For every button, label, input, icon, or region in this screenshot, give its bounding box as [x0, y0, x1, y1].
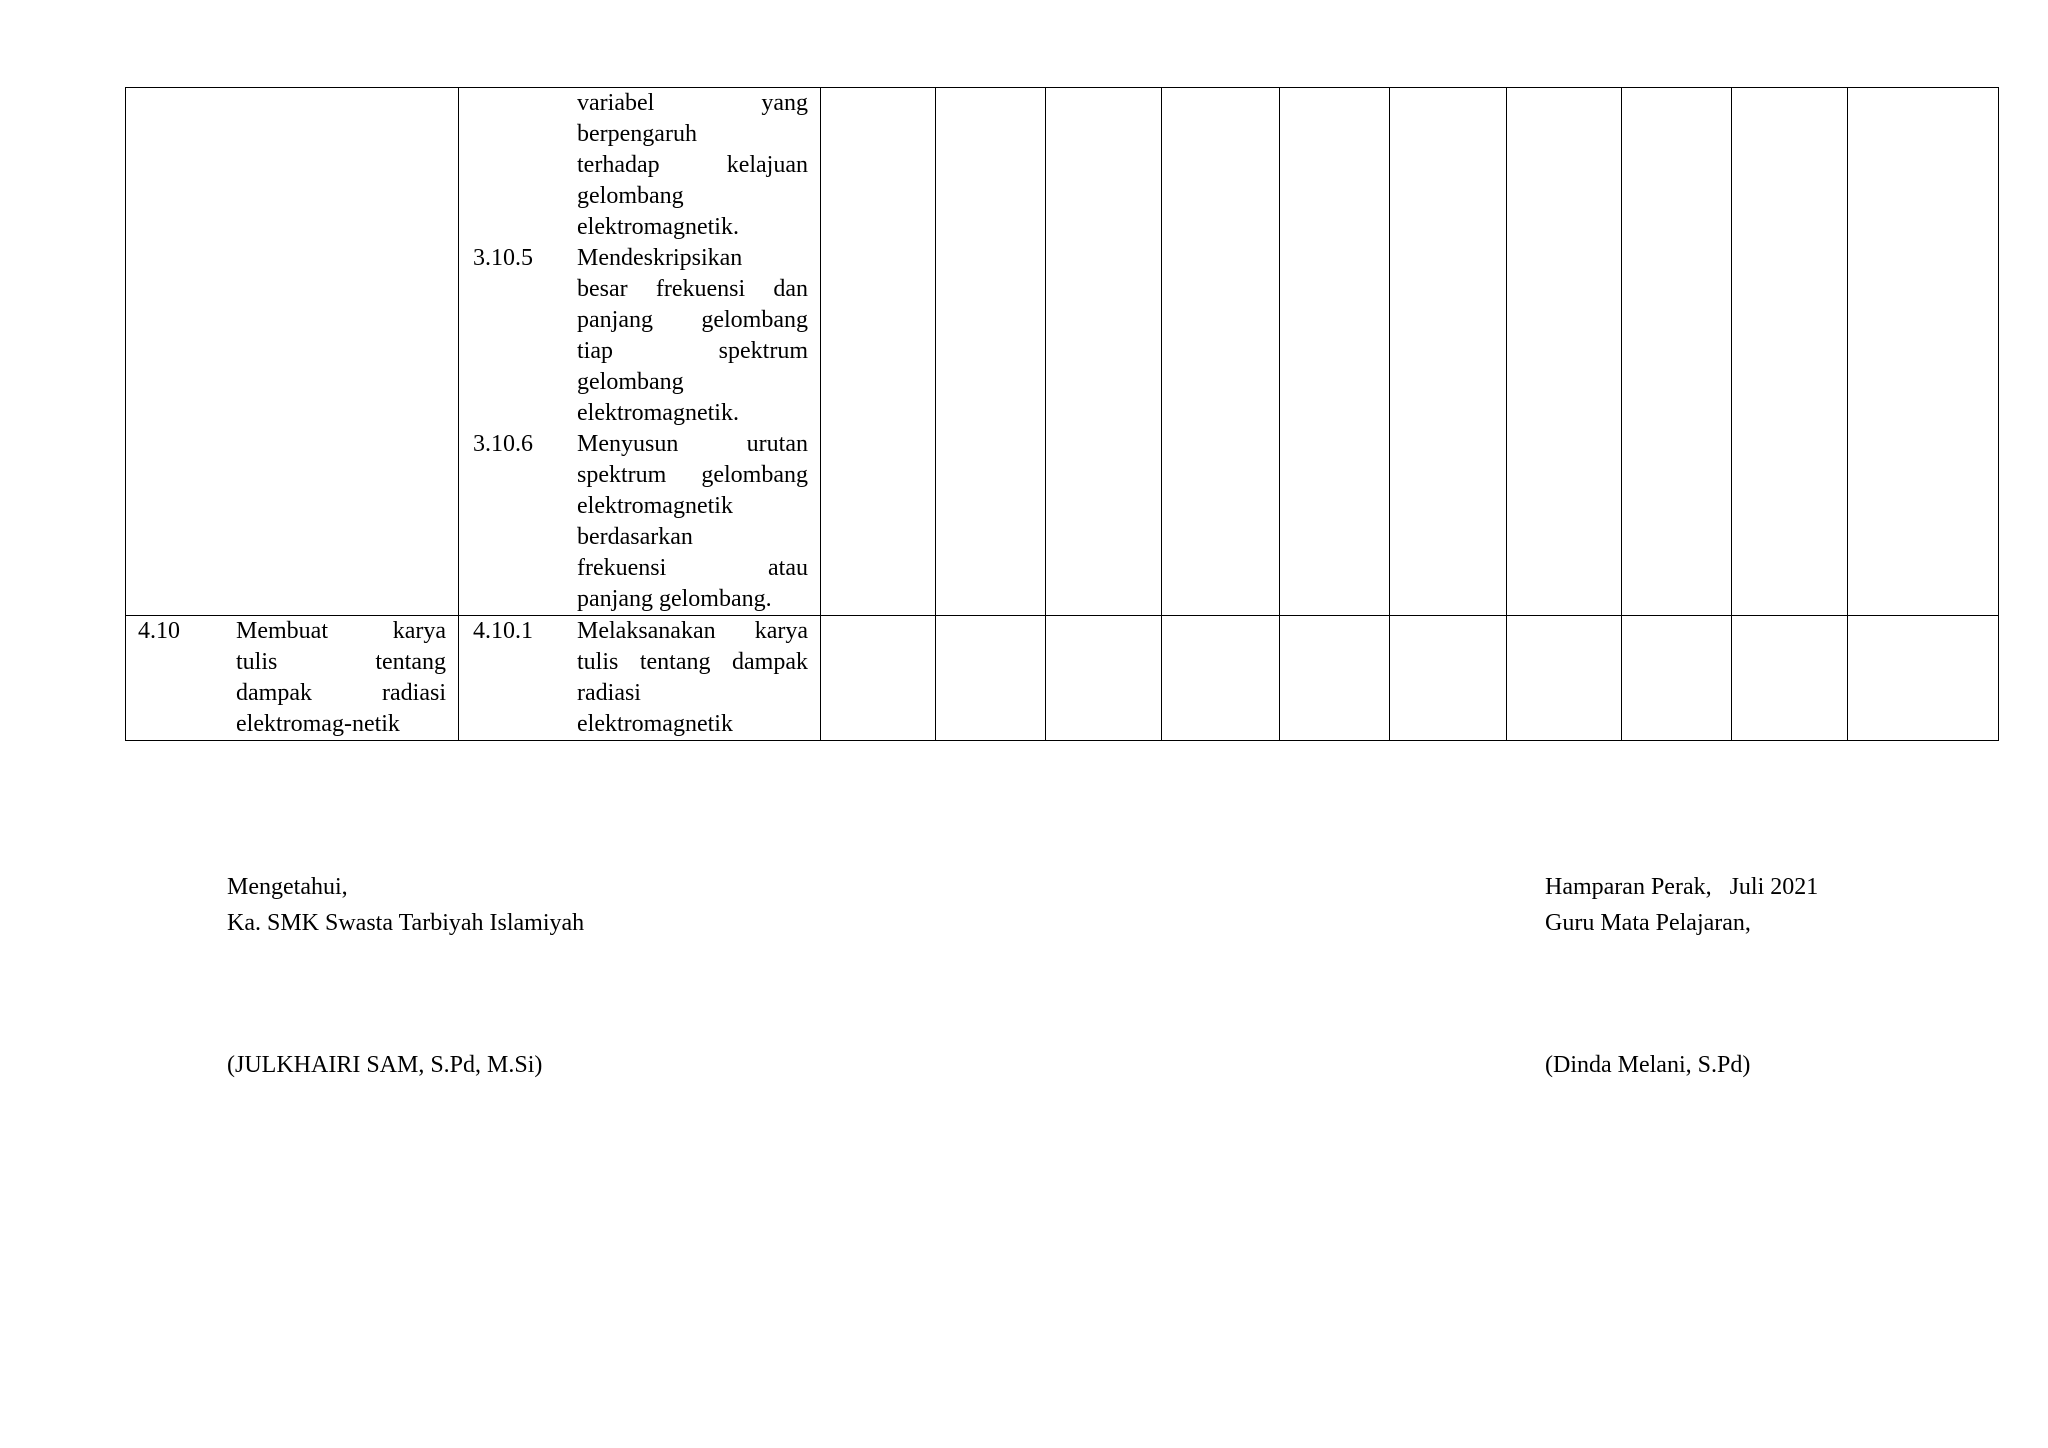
indicator-line: gelombang — [577, 183, 684, 209]
score-cell — [936, 616, 1046, 741]
indicator-line: Mendeskripsikan — [577, 245, 743, 271]
indicator-entry — [473, 88, 808, 243]
indicator-line: panjang gelombang — [577, 307, 808, 333]
indicator-line: elektromagnetik — [577, 493, 733, 519]
kd-line: dampak radiasi — [236, 680, 446, 706]
teacher-name: (Dinda Melani, S.Pd) — [1545, 1052, 1751, 1078]
score-cell — [1390, 616, 1507, 741]
score-cell — [1507, 616, 1622, 741]
table-row — [126, 616, 1999, 741]
kd-line: elektromag-netik — [236, 711, 400, 737]
score-cell — [1848, 88, 1999, 616]
score-cell — [1622, 616, 1732, 741]
indicator-entry — [473, 243, 808, 429]
indicator-line: berpengaruh — [577, 121, 697, 147]
kd-number: 4.10 — [138, 618, 180, 644]
indicator-line: gelombang — [577, 369, 684, 395]
principal-title: Ka. SMK Swasta Tarbiyah Islamiyah — [227, 910, 585, 936]
indicator-line: Menyusun urutan — [577, 431, 808, 457]
score-cell — [1848, 616, 1999, 741]
indicator-line: elektromagnetik. — [577, 400, 739, 426]
indicator-line: elektromagnetik — [577, 711, 733, 737]
indicator-line: spektrum gelombang — [577, 462, 808, 488]
indicator-line: variabel yang — [577, 90, 808, 116]
principal-name: (JULKHAIRI SAM, S.Pd, M.Si) — [227, 1052, 543, 1078]
indicator-line: tulis tentang dampak — [577, 649, 808, 675]
indicator-number: 3.10.5 — [473, 245, 533, 271]
indicator-line: elektromagnetik. — [577, 214, 739, 240]
acknowledgement-label: Mengetahui, — [227, 874, 348, 900]
indicator-line: radiasi — [577, 680, 641, 706]
indicator-cell — [459, 616, 821, 741]
score-cell — [1280, 88, 1390, 616]
score-cell — [936, 88, 1046, 616]
indicator-line: tiap spektrum — [577, 338, 808, 364]
kd-cell-empty — [126, 88, 459, 616]
score-cell — [1046, 616, 1162, 741]
place-date: Hamparan Perak, Juli 2021 — [1545, 874, 1819, 900]
kd-cell — [126, 616, 459, 741]
indicator-line: frekuensi atau — [577, 555, 808, 581]
score-cell — [1280, 616, 1390, 741]
indicator-number: 3.10.6 — [473, 431, 533, 457]
teacher-title: Guru Mata Pelajaran, — [1545, 910, 1751, 936]
indicator-entry — [473, 616, 808, 740]
score-cell — [1162, 88, 1280, 616]
score-cell — [1162, 616, 1280, 741]
indicator-line: terhadap kelajuan — [577, 152, 808, 178]
score-cell — [1732, 88, 1848, 616]
score-cell — [821, 616, 936, 741]
indicator-line: berdasarkan — [577, 524, 693, 550]
indicator-entry — [473, 429, 808, 615]
score-cell — [1390, 88, 1507, 616]
indicator-line: Melaksanakan karya — [577, 618, 808, 644]
score-cell — [821, 88, 936, 616]
kd-entry — [138, 616, 446, 740]
indicator-line: besar frekuensi dan — [577, 276, 808, 302]
score-cell — [1732, 616, 1848, 741]
score-cell — [1622, 88, 1732, 616]
table-row — [126, 88, 1999, 616]
score-cell — [1046, 88, 1162, 616]
indicator-line: panjang gelombang. — [577, 586, 772, 612]
score-cell — [1507, 88, 1622, 616]
kd-line: tulis tentang — [236, 649, 446, 675]
indicator-number: 4.10.1 — [473, 618, 533, 644]
assessment-table — [125, 87, 1999, 741]
kd-line: Membuat karya — [236, 618, 446, 644]
indicator-cell — [459, 88, 821, 616]
